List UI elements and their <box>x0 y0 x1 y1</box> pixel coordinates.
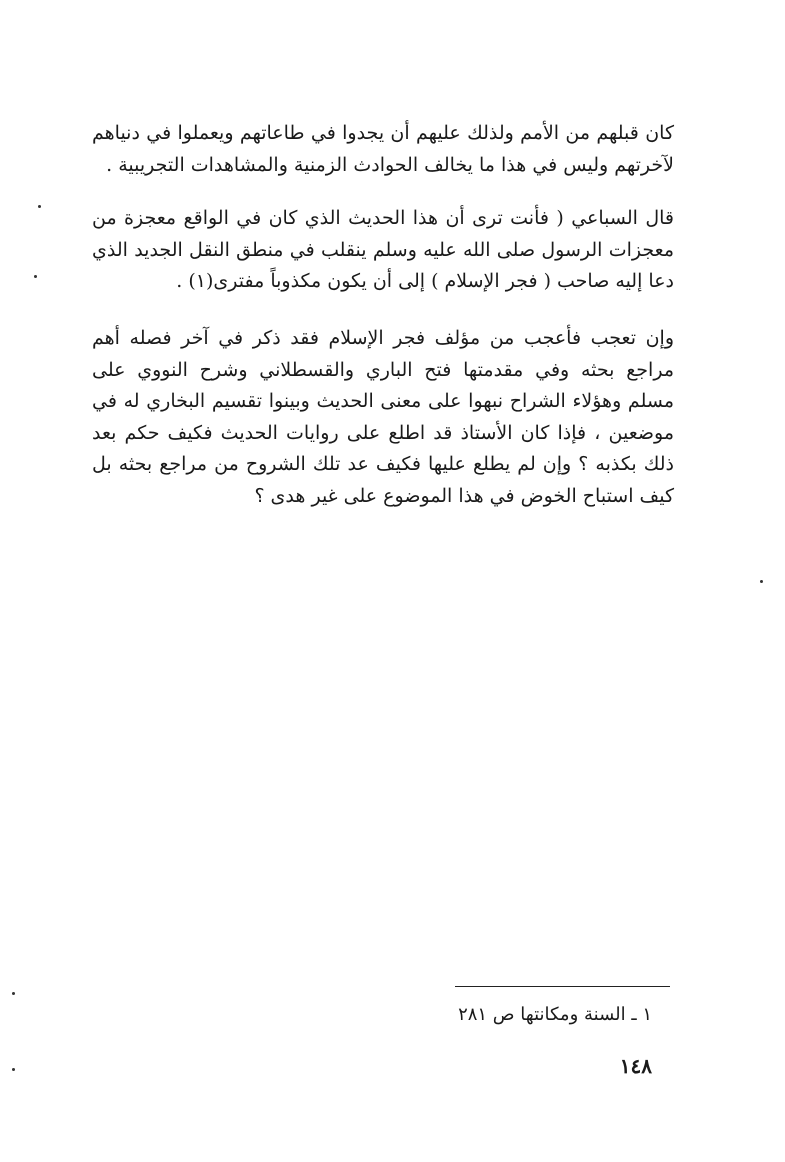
paragraph-text: قال السباعي ( فأنت ترى أن هذا الحديث الذي كان في الواقع معجزة من معجزات الرسول صلى الله عليه وسلم ينقلب في منطق النقل الجديد الذي دعا إليه صاحب ( فجر الإسلام ) إلى أن يكون مكذوباً مفترى(١) . <box>92 207 674 292</box>
scan-speck <box>12 1068 15 1071</box>
paragraph-1 <box>92 118 674 181</box>
scan-speck <box>34 275 37 278</box>
scan-speck <box>38 205 41 208</box>
scan-speck <box>760 580 763 583</box>
paragraph-2 <box>92 203 674 298</box>
footnote: ١ ـ السنة ومكانتها ص ٢٨١ <box>458 1004 652 1025</box>
paragraph-3 <box>92 323 674 512</box>
footnote-divider <box>455 986 670 987</box>
scan-speck <box>12 992 15 995</box>
page-number: ١٤٨ <box>619 1054 652 1078</box>
paragraph-text: كان قبلهم من الأمم ولذلك عليهم أن يجدوا في طاعاتهم ويعملوا في دنياهم لآخرتهم وليس في هذا ما يخالف الحوادث الزمنية والمشاهدات التجريبية . <box>92 122 674 176</box>
paragraph-text: وإن تعجب فأعجب من مؤلف فجر الإسلام فقد ذكر في آخر فصله أهم مراجع بحثه وفي مقدمتها فتح الباري والقسطلاني وشرح النووي على مسلم وهؤلاء الشراح نبهوا على معنى الحديث وبينوا تقسيم البخاري له في موضعين ، فإذا كان الأستاذ قد اطلع على روايات الحديث فكيف حكم بعد ذلك بكذبه ؟ وإن لم يطلع عليها فكيف عد تلك الشروح من مراجع بحثه بل كيف استباح الخوض في هذا الموضوع على غير هدى ؟ <box>92 327 674 507</box>
